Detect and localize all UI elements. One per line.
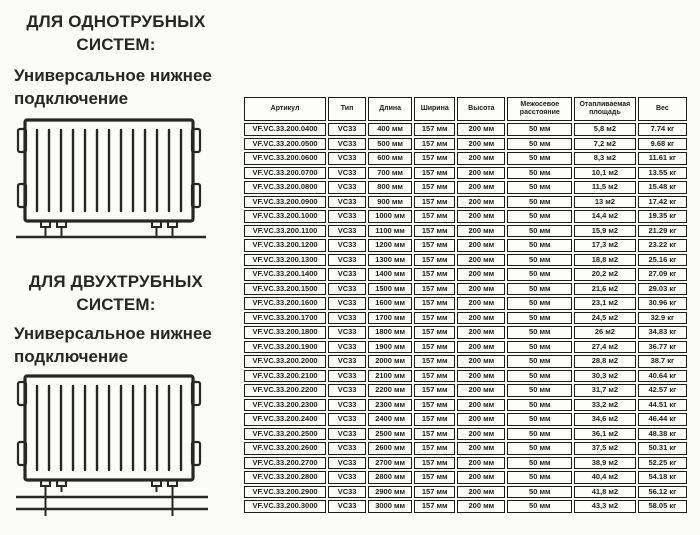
table-cell: VF.VC.33.200.1700: [244, 312, 326, 325]
table-cell: 157 мм: [414, 268, 455, 281]
table-cell: 157 мм: [414, 370, 455, 383]
table-cell: 157 мм: [414, 428, 455, 441]
table-row: [244, 239, 687, 252]
table-row: [244, 138, 687, 151]
two-pipe-subtitle: Универсальное нижнее подключение: [14, 324, 212, 366]
table-cell: 30.96 кг: [638, 297, 687, 310]
table-cell: 900 мм: [368, 196, 412, 209]
table-cell: 29.03 кг: [638, 283, 687, 296]
table-row: [244, 123, 687, 136]
table-cell: 50 мм: [507, 471, 572, 484]
single-pipe-systems-title: ДЛЯ ОДНОТРУБНЫХ СИСТЕМ:: [26, 12, 206, 54]
table-cell: 50.31 кг: [638, 442, 687, 455]
table-cell: 18,8 м2: [574, 254, 636, 267]
table-cell: 200 мм: [457, 486, 505, 499]
table-cell: VF.VC.33.200.2500: [244, 428, 326, 441]
table-cell: 200 мм: [457, 283, 505, 296]
column-header: Артикул: [244, 97, 326, 121]
table-cell: VF.VC.33.200.2900: [244, 486, 326, 499]
table-row: [244, 471, 687, 484]
table-cell: VC33: [328, 268, 366, 281]
left-panel: [12, 0, 226, 535]
table-row: [244, 167, 687, 180]
table-cell: VC33: [328, 297, 366, 310]
table-cell: 157 мм: [414, 384, 455, 397]
table-cell: VF.VC.33.200.0500: [244, 138, 326, 151]
table-cell: VF.VC.33.200.1100: [244, 225, 326, 238]
table-cell: VC33: [328, 239, 366, 252]
table-cell: 200 мм: [457, 297, 505, 310]
table-cell: VF.VC.33.200.1500: [244, 283, 326, 296]
table-cell: 21.29 кг: [638, 225, 687, 238]
table-cell: 17.42 кг: [638, 196, 687, 209]
table-cell: 50 мм: [507, 341, 572, 354]
table-cell: 50 мм: [507, 442, 572, 455]
table-cell: 13.55 кг: [638, 167, 687, 180]
table-cell: 200 мм: [457, 413, 505, 426]
table-cell: 21,6 м2: [574, 283, 636, 296]
table-cell: 24,5 м2: [574, 312, 636, 325]
table-cell: 9.68 кг: [638, 138, 687, 151]
table-cell: 50 мм: [507, 254, 572, 267]
table-row: [244, 355, 687, 368]
table-cell: VC33: [328, 138, 366, 151]
table-cell: 1800 мм: [368, 326, 412, 339]
table-cell: 50 мм: [507, 283, 572, 296]
table-cell: 50 мм: [507, 167, 572, 180]
table-cell: 2700 мм: [368, 457, 412, 470]
table-cell: 157 мм: [414, 326, 455, 339]
table-cell: 800 мм: [368, 181, 412, 194]
table-cell: 50 мм: [507, 312, 572, 325]
table-cell: 200 мм: [457, 225, 505, 238]
table-cell: 200 мм: [457, 312, 505, 325]
radiator-diagram-two-pipe: [16, 372, 218, 522]
table-cell: VC33: [328, 500, 366, 513]
table-cell: VF.VC.33.200.1000: [244, 210, 326, 223]
table-row: [244, 283, 687, 296]
table-row: [244, 181, 687, 194]
table-cell: 23.22 кг: [638, 239, 687, 252]
table-cell: 56.12 кг: [638, 486, 687, 499]
table-cell: 50 мм: [507, 355, 572, 368]
table-row: [244, 326, 687, 339]
table-cell: 50 мм: [507, 457, 572, 470]
table-cell: 50 мм: [507, 138, 572, 151]
table-cell: VF.VC.33.200.0400: [244, 123, 326, 136]
table-cell: 200 мм: [457, 152, 505, 165]
table-cell: 200 мм: [457, 254, 505, 267]
table-cell: VC33: [328, 283, 366, 296]
table-cell: VC33: [328, 210, 366, 223]
table-cell: 32.9 кг: [638, 312, 687, 325]
table-row: [244, 225, 687, 238]
table-cell: 50 мм: [507, 152, 572, 165]
table-cell: VF.VC.33.200.2100: [244, 370, 326, 383]
table-row: [244, 297, 687, 310]
column-header: Вес: [638, 97, 687, 121]
table-cell: 200 мм: [457, 123, 505, 136]
table-cell: 25.16 кг: [638, 254, 687, 267]
table-cell: VC33: [328, 355, 366, 368]
table-cell: 157 мм: [414, 138, 455, 151]
table-cell: VC33: [328, 428, 366, 441]
table-cell: 2500 мм: [368, 428, 412, 441]
table-row: [244, 486, 687, 499]
table-cell: 200 мм: [457, 457, 505, 470]
table-cell: 50 мм: [507, 181, 572, 194]
column-header: Межосевое расстояние: [507, 97, 572, 121]
table-cell: 157 мм: [414, 225, 455, 238]
spec-table: [242, 95, 689, 515]
table-cell: 17,3 м2: [574, 239, 636, 252]
table-cell: 50 мм: [507, 384, 572, 397]
table-row: [244, 457, 687, 470]
column-header: Длина: [368, 97, 412, 121]
table-row: [244, 500, 687, 513]
table-cell: 1700 мм: [368, 312, 412, 325]
table-cell: VC33: [328, 413, 366, 426]
table-cell: 3000 мм: [368, 500, 412, 513]
radiator-diagram-single-pipe: [16, 114, 218, 250]
table-cell: VF.VC.33.200.2200: [244, 384, 326, 397]
table-cell: VF.VC.33.200.2400: [244, 413, 326, 426]
table-cell: 8,3 м2: [574, 152, 636, 165]
table-cell: 2400 мм: [368, 413, 412, 426]
table-cell: 200 мм: [457, 210, 505, 223]
table-cell: VC33: [328, 341, 366, 354]
table-cell: 157 мм: [414, 123, 455, 136]
table-cell: 50 мм: [507, 239, 572, 252]
table-cell: VF.VC.33.200.0700: [244, 167, 326, 180]
table-cell: 27.09 кг: [638, 268, 687, 281]
table-cell: 2000 мм: [368, 355, 412, 368]
table-cell: 200 мм: [457, 442, 505, 455]
table-cell: VF.VC.33.200.3000: [244, 500, 326, 513]
table-cell: 157 мм: [414, 399, 455, 412]
table-cell: VF.VC.33.200.1400: [244, 268, 326, 281]
table-cell: 157 мм: [414, 283, 455, 296]
table-cell: 157 мм: [414, 442, 455, 455]
table-cell: 28,8 м2: [574, 355, 636, 368]
table-cell: 1200 мм: [368, 239, 412, 252]
table-cell: 2200 мм: [368, 384, 412, 397]
table-cell: 31,7 м2: [574, 384, 636, 397]
table-cell: 200 мм: [457, 500, 505, 513]
table-row: [244, 428, 687, 441]
table-row: [244, 312, 687, 325]
table-cell: 157 мм: [414, 152, 455, 165]
table-row: [244, 399, 687, 412]
table-cell: VF.VC.33.200.2700: [244, 457, 326, 470]
table-cell: 26 м2: [574, 326, 636, 339]
table-cell: 50 мм: [507, 413, 572, 426]
column-header: Тип: [328, 97, 366, 121]
table-cell: VC33: [328, 457, 366, 470]
table-cell: VF.VC.33.200.0800: [244, 181, 326, 194]
table-cell: 200 мм: [457, 239, 505, 252]
table-cell: VF.VC.33.200.2800: [244, 471, 326, 484]
table-cell: 37,5 м2: [574, 442, 636, 455]
table-cell: 1500 мм: [368, 283, 412, 296]
table-cell: VF.VC.33.200.1200: [244, 239, 326, 252]
table-cell: 200 мм: [457, 384, 505, 397]
table-cell: 200 мм: [457, 196, 505, 209]
table-cell: 14,4 м2: [574, 210, 636, 223]
table-cell: 34.83 кг: [638, 326, 687, 339]
table-cell: 10,1 м2: [574, 167, 636, 180]
table-cell: 1400 мм: [368, 268, 412, 281]
table-cell: 58.05 кг: [638, 500, 687, 513]
table-cell: 2800 мм: [368, 471, 412, 484]
table-cell: 200 мм: [457, 399, 505, 412]
table-cell: 34,6 м2: [574, 413, 636, 426]
column-header: Отапливаемая площадь: [574, 97, 636, 121]
table-cell: 43,3 м2: [574, 500, 636, 513]
table-cell: VC33: [328, 152, 366, 165]
table-cell: 600 мм: [368, 152, 412, 165]
table-cell: 200 мм: [457, 428, 505, 441]
table-cell: 50 мм: [507, 123, 572, 136]
table-cell: 700 мм: [368, 167, 412, 180]
table-cell: 46.44 кг: [638, 413, 687, 426]
table-cell: 30,3 м2: [574, 370, 636, 383]
table-row: [244, 370, 687, 383]
table-cell: 200 мм: [457, 268, 505, 281]
table-cell: 2300 мм: [368, 399, 412, 412]
table-cell: 200 мм: [457, 181, 505, 194]
table-row: [244, 413, 687, 426]
table-row: [244, 442, 687, 455]
spec-table-head-row: [244, 97, 687, 121]
table-cell: VC33: [328, 181, 366, 194]
table-cell: 1600 мм: [368, 297, 412, 310]
table-cell: VC33: [328, 254, 366, 267]
table-row: [244, 268, 687, 281]
table-cell: VC33: [328, 442, 366, 455]
table-cell: 2900 мм: [368, 486, 412, 499]
table-cell: 200 мм: [457, 341, 505, 354]
table-cell: 1000 мм: [368, 210, 412, 223]
table-cell: 50 мм: [507, 428, 572, 441]
table-cell: 50 мм: [507, 500, 572, 513]
table-cell: 50 мм: [507, 268, 572, 281]
table-cell: 157 мм: [414, 355, 455, 368]
table-cell: 36.77 кг: [638, 341, 687, 354]
table-cell: 157 мм: [414, 210, 455, 223]
table-cell: 157 мм: [414, 239, 455, 252]
table-cell: VF.VC.33.200.2600: [244, 442, 326, 455]
table-cell: 200 мм: [457, 138, 505, 151]
table-cell: 23,1 м2: [574, 297, 636, 310]
table-cell: 33,2 м2: [574, 399, 636, 412]
table-cell: 157 мм: [414, 181, 455, 194]
table-cell: VC33: [328, 471, 366, 484]
spec-table-body: [244, 123, 687, 513]
table-cell: 157 мм: [414, 254, 455, 267]
table-cell: 157 мм: [414, 312, 455, 325]
table-cell: 157 мм: [414, 457, 455, 470]
table-cell: VC33: [328, 384, 366, 397]
table-cell: 7,2 м2: [574, 138, 636, 151]
table-cell: 11,5 м2: [574, 181, 636, 194]
table-cell: 42.57 кг: [638, 384, 687, 397]
table-cell: 52.25 кг: [638, 457, 687, 470]
table-cell: 157 мм: [414, 341, 455, 354]
table-cell: 13 м2: [574, 196, 636, 209]
table-cell: 1900 мм: [368, 341, 412, 354]
table-cell: 200 мм: [457, 471, 505, 484]
table-row: [244, 341, 687, 354]
table-cell: 20,2 м2: [574, 268, 636, 281]
table-cell: 50 мм: [507, 297, 572, 310]
table-cell: 157 мм: [414, 167, 455, 180]
table-row: [244, 254, 687, 267]
table-cell: VF.VC.33.200.0600: [244, 152, 326, 165]
table-cell: VC33: [328, 486, 366, 499]
table-cell: 200 мм: [457, 167, 505, 180]
table-cell: 38.7 кг: [638, 355, 687, 368]
table-cell: VC33: [328, 123, 366, 136]
table-cell: VC33: [328, 196, 366, 209]
table-cell: 19.35 кг: [638, 210, 687, 223]
table-cell: 38,9 м2: [574, 457, 636, 470]
table-cell: 48.38 кг: [638, 428, 687, 441]
table-row: [244, 210, 687, 223]
single-pipe-subtitle: Универсальное нижнее подключение: [14, 66, 212, 108]
table-cell: VF.VC.33.200.1300: [244, 254, 326, 267]
table-cell: VC33: [328, 225, 366, 238]
table-cell: 50 мм: [507, 210, 572, 223]
table-cell: 7.74 кг: [638, 123, 687, 136]
table-cell: 27,4 м2: [574, 341, 636, 354]
table-cell: VF.VC.33.200.2300: [244, 399, 326, 412]
two-pipe-systems-title: ДЛЯ ДВУХТРУБНЫХ СИСТЕМ:: [28, 272, 204, 314]
table-cell: 157 мм: [414, 297, 455, 310]
table-cell: VC33: [328, 399, 366, 412]
table-cell: 200 мм: [457, 370, 505, 383]
table-cell: 15.48 кг: [638, 181, 687, 194]
table-row: [244, 196, 687, 209]
table-cell: 157 мм: [414, 196, 455, 209]
table-cell: 50 мм: [507, 326, 572, 339]
table-cell: 200 мм: [457, 355, 505, 368]
table-cell: 11.61 кг: [638, 152, 687, 165]
table-cell: 1300 мм: [368, 254, 412, 267]
table-cell: 54.18 кг: [638, 471, 687, 484]
table-cell: 2600 мм: [368, 442, 412, 455]
table-cell: VF.VC.33.200.0900: [244, 196, 326, 209]
table-cell: 50 мм: [507, 370, 572, 383]
table-cell: 36,1 м2: [574, 428, 636, 441]
table-cell: 50 мм: [507, 486, 572, 499]
table-cell: 1100 мм: [368, 225, 412, 238]
table-cell: VF.VC.33.200.2000: [244, 355, 326, 368]
table-cell: 50 мм: [507, 225, 572, 238]
column-header: Высота: [457, 97, 505, 121]
table-cell: 50 мм: [507, 399, 572, 412]
table-row: [244, 384, 687, 397]
table-cell: 40.64 кг: [638, 370, 687, 383]
table-cell: VC33: [328, 167, 366, 180]
table-cell: VF.VC.33.200.1900: [244, 341, 326, 354]
table-cell: 157 мм: [414, 500, 455, 513]
table-cell: 200 мм: [457, 326, 505, 339]
table-cell: 400 мм: [368, 123, 412, 136]
table-cell: 15,9 м2: [574, 225, 636, 238]
table-cell: 157 мм: [414, 471, 455, 484]
table-cell: 5,8 м2: [574, 123, 636, 136]
table-row: [244, 152, 687, 165]
table-cell: 41,8 м2: [574, 486, 636, 499]
table-cell: VC33: [328, 326, 366, 339]
table-cell: VC33: [328, 312, 366, 325]
table-cell: 157 мм: [414, 413, 455, 426]
column-header: Ширина: [414, 97, 455, 121]
table-cell: 50 мм: [507, 196, 572, 209]
table-cell: 40,4 м2: [574, 471, 636, 484]
table-cell: 500 мм: [368, 138, 412, 151]
table-cell: VF.VC.33.200.1800: [244, 326, 326, 339]
table-cell: VC33: [328, 370, 366, 383]
table-cell: 44.51 кг: [638, 399, 687, 412]
table-cell: VF.VC.33.200.1600: [244, 297, 326, 310]
table-cell: 157 мм: [414, 486, 455, 499]
table-cell: 2100 мм: [368, 370, 412, 383]
